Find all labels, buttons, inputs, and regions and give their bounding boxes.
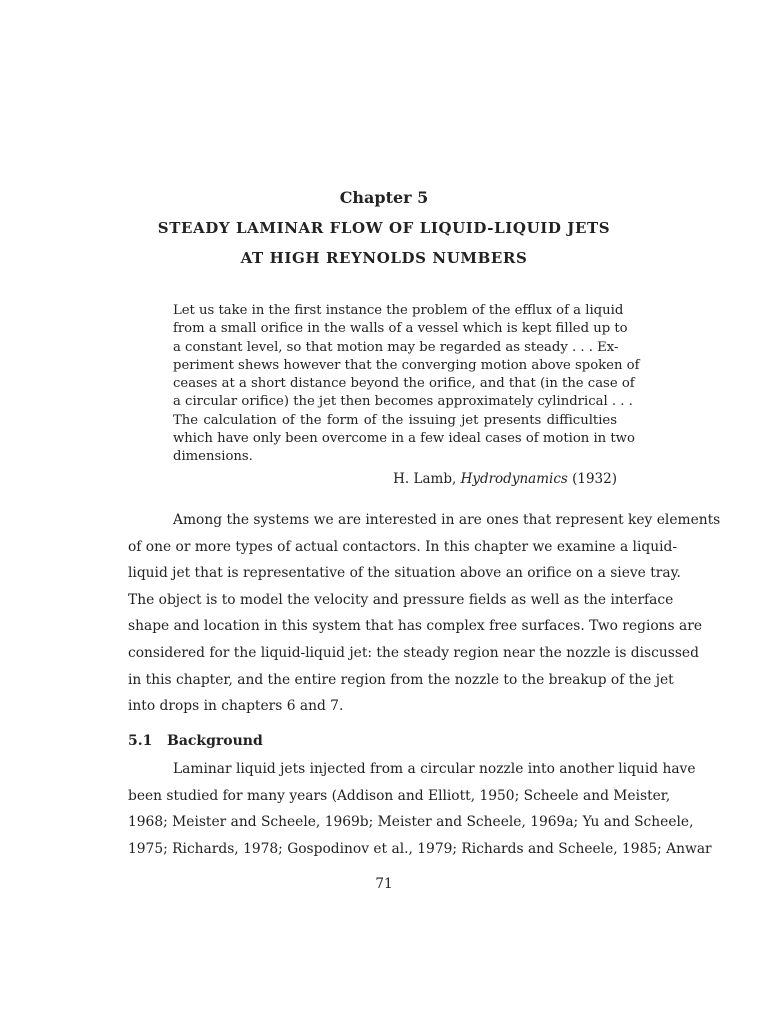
chapter-title-line-2: AT HIGH REYNOLDS NUMBERS xyxy=(240,249,528,267)
section-heading xyxy=(128,733,263,749)
body-line: Among the systems we are interested in are ones that represent key elements xyxy=(173,512,721,528)
epigraph-line: from a small orifice in the walls of a vessel which is kept filled up to xyxy=(173,321,628,337)
background-paragraph xyxy=(128,756,712,862)
section-title: Background xyxy=(167,733,263,749)
epigraph-attribution xyxy=(173,471,617,487)
epigraph-line: The calculation of the form of the issuing jet presents difficulties xyxy=(173,412,617,428)
epigraph-line: which have only been overcome in a few ideal cases of motion in two xyxy=(173,431,635,447)
body-line: in this chapter, and the entire region from the nozzle to the breakup of the jet xyxy=(128,671,674,688)
body-line: been studied for many years (Addison and Elliott, 1950; Scheele and Meister, xyxy=(128,787,671,804)
body-line: 1968; Meister and Scheele, 1969b; Meister and Scheele, 1969a; Yu and Scheele, xyxy=(128,814,694,831)
epigraph-line: dimensions. xyxy=(173,449,253,465)
body-line: considered for the liquid-liquid jet: the steady region near the nozzle is discussed xyxy=(128,644,699,661)
epigraph-line: ceases at a short distance beyond the orifice, and that (in the case of xyxy=(173,376,635,392)
body-line: Laminar liquid jets injected from a circular nozzle into another liquid have xyxy=(173,761,696,777)
attribution-work: Hydrodynamics xyxy=(460,471,568,487)
epigraph xyxy=(173,302,640,467)
body-line: shape and location in this system that has complex free surfaces. Two regions are xyxy=(128,618,703,635)
body-line: 1975; Richards, 1978; Gospodinov et al., 1979; Richards and Scheele, 1985; Anwar xyxy=(128,840,712,857)
body-line: of one or more types of actual contactors. In this chapter we examine a liquid- xyxy=(128,538,677,555)
epigraph-line: a circular orifice) the jet then becomes approximately cylindrical . . . xyxy=(173,394,633,410)
body-line: The object is to model the velocity and pressure fields as well as the interface xyxy=(128,591,674,608)
epigraph-line: Let us take in the first instance the problem of the efflux of a liquid xyxy=(173,303,624,318)
epigraph-line: periment shews however that the converging motion above spoken of xyxy=(173,357,640,373)
chapter-label: Chapter 5 xyxy=(339,188,429,207)
chapter-title-line-1: STEADY LAMINAR FLOW OF LIQUID-LIQUID JETS xyxy=(157,219,611,237)
body-line: into drops in chapters 6 and 7. xyxy=(128,698,344,715)
attribution-year: (1932) xyxy=(572,471,617,487)
body-line: liquid jet that is representative of the situation above an orifice on a sieve tray. xyxy=(128,565,681,582)
epigraph-line: a constant level, so that motion may be regarded as steady . . . Ex- xyxy=(173,339,619,355)
section-number: 5.1 xyxy=(128,733,153,749)
page-number: 71 xyxy=(375,876,393,892)
intro-paragraph xyxy=(128,507,721,720)
attribution-author: H. Lamb, xyxy=(393,471,457,487)
